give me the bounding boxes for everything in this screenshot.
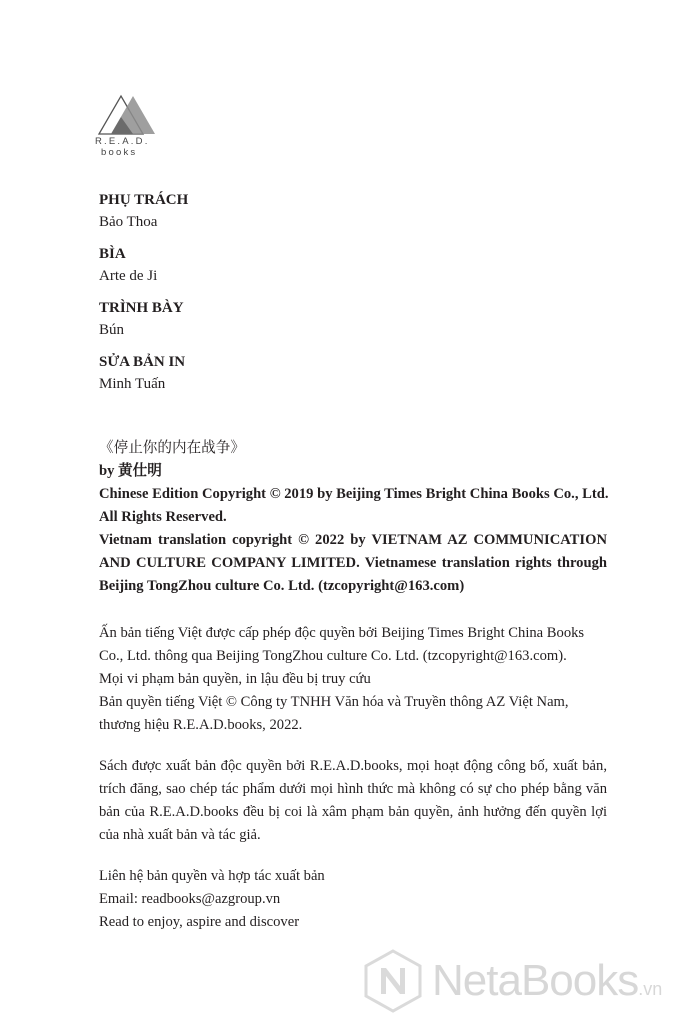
license-line: thương hiệu R.E.A.D.books, 2022. — [99, 717, 303, 733]
original-author: by 黄仕明 — [99, 463, 162, 479]
vietnam-translation-copyright — [99, 529, 607, 598]
credit-title: PHỤ TRÁCH — [99, 192, 189, 208]
read-books-logo — [95, 92, 157, 164]
watermark-suffix: .vn — [638, 979, 663, 999]
credit-name: Bún — [99, 322, 125, 338]
watermark-brand: NetaBooks — [432, 956, 639, 1005]
logo-text-read: R.E.A.D. — [95, 136, 150, 147]
credit-title: BÌA — [99, 246, 126, 262]
credit-name: Minh Tuấn — [99, 376, 166, 392]
vn-copyright-line: Beijing TongZhou culture Co. Ltd. (tzcopyright@163.com) — [99, 578, 465, 594]
vn-copyright-line: AND CULTURE COMPANY LIMITED. Vietnamese translation rights through — [99, 555, 607, 571]
publisher-slogan: Read to enjoy, aspire and discover — [99, 914, 300, 930]
triangle-logo-icon — [95, 92, 157, 138]
logo-text-books: books — [101, 147, 138, 158]
license-line: Mọi vi phạm bản quyền, in lậu đều bị truy cứu — [99, 671, 371, 687]
credit-name: Bảo Thoa — [99, 214, 158, 230]
contact-heading: Liên hệ bản quyền và hợp tác xuất bản — [99, 868, 325, 884]
contact-email: Email: readbooks@azgroup.vn — [99, 891, 281, 907]
license-line: Bản quyền tiếng Việt © Công ty TNHH Văn hóa và Truyền thông AZ Việt Nam, — [99, 694, 569, 710]
all-rights-reserved: All Rights Reserved. — [99, 509, 227, 525]
credit-supervisor — [99, 190, 188, 233]
license-line: Co., Ltd. thông qua Beijing TongZhou culture Co. Ltd. (tzcopyright@163.com). — [99, 648, 567, 664]
watermark-text — [432, 956, 662, 1006]
chinese-edition-copyright: Chinese Edition Copyright © 2019 by Beijing Times Bright China Books Co., Ltd. — [99, 486, 609, 502]
vn-copyright-line: Vietnam translation copyright © 2022 by VIETNAM AZ COMMUNICATION — [99, 532, 607, 548]
credit-cover — [99, 244, 188, 287]
credit-title: SỬA BẢN IN — [99, 354, 186, 370]
netabooks-watermark — [362, 948, 684, 1016]
license-line: Ấn bản tiếng Việt được cấp phép độc quyền bởi Beijing Times Bright China Books — [99, 625, 585, 641]
contact-section — [99, 865, 607, 934]
original-title: 《停止你的内在战争》 — [99, 440, 245, 456]
credits-section — [99, 190, 188, 406]
publishing-rights-paragraph: Sách được xuất bản độc quyền bởi R.E.A.D.books, mọi hoạt động công bố, xuất bản, trích đăng, sao chép tác phẩm dưới mọi hình thức mà không có sự cho phép bằng văn bản của R.E.A.D.books đều bị coi là xâm phạm bản quyền, ảnh hưởng đến quyền lợi của nhà xuất bản và tác giả. — [99, 758, 607, 843]
credit-layout — [99, 298, 188, 341]
credit-title: TRÌNH BÀY — [99, 300, 184, 316]
credit-proofreading — [99, 352, 188, 395]
credit-name: Arte de Ji — [99, 268, 158, 284]
license-paragraph — [99, 622, 607, 737]
copyright-notice — [99, 437, 607, 598]
netabooks-logo-icon — [362, 948, 424, 1014]
